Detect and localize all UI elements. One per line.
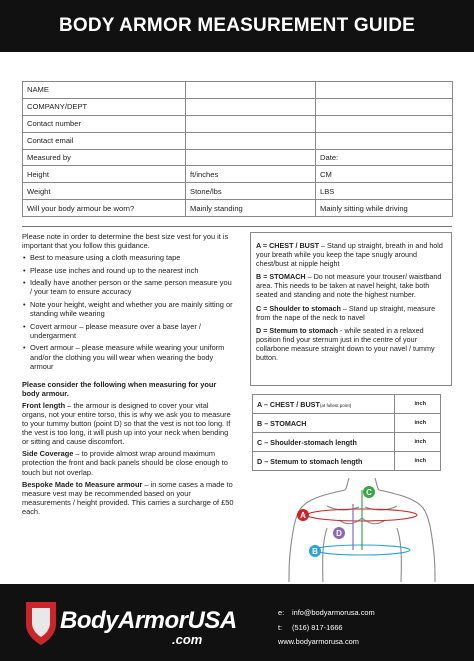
def-d-title: D = Stemum to stomach [256, 325, 339, 335]
form-label-cell: Weight [23, 183, 186, 200]
bespoke-title: Bespoke Made to Measure armour [22, 479, 143, 489]
form-field-cell[interactable]: Mainly sitting while driving [316, 200, 453, 217]
guidance-list [22, 253, 234, 371]
def-d-text: - while seated in a relaxed position find your sternum just in the centre of your collarbone measure straight down to your navel / tummy button. [256, 325, 435, 363]
measurement-table [252, 394, 441, 471]
form-field-cell[interactable] [316, 132, 453, 149]
contact-phone-row [278, 621, 375, 636]
measurement-value-cell[interactable]: inch [395, 433, 441, 452]
side-coverage-text: – to provide almost wrap around maximum protection the front and back panels should be close enough to touch but not overlap. [22, 449, 228, 477]
bespoke-paragraph [22, 480, 234, 516]
measurement-row [253, 414, 441, 433]
contact-info [278, 606, 375, 650]
form-label-cell: Contact email [23, 132, 186, 149]
marker-b-label: B [312, 547, 318, 556]
def-a-text: – Stand up straight, breath in and hold your breath while you keep the tape snugly around chest/bust at nipple height [256, 241, 443, 269]
footer [0, 584, 474, 661]
form-label-cell: Contact number [23, 115, 186, 132]
form-field-cell[interactable]: CM [316, 166, 453, 183]
front-length-text: – the armour is designed to cover your vital organs, not your entire torso, this is why we ask you to measure to your tummy button (point D) so that the vest is not too long. If the vest is too long, it will push up into your neck when bending or sitting and cause discomfort. [22, 400, 231, 447]
contact-website-row [278, 635, 375, 650]
contact-email-row [278, 606, 375, 621]
side-coverage-paragraph [22, 449, 234, 476]
form-row [23, 82, 453, 99]
measurement-note: (at fullest point) [319, 402, 352, 408]
def-b-text: – Do not measure your trouser/ waistband area. This needs to be taken at navel height, take both seated and standing and note the highest number. [256, 272, 442, 300]
form-row [23, 166, 453, 183]
front-length-title: Front length [22, 400, 66, 410]
def-c-text: – Stand up straight, measure from the nape of the neck to navel [256, 303, 436, 322]
form-row [23, 98, 453, 115]
form-field-cell[interactable] [186, 132, 316, 149]
form-row [23, 149, 453, 166]
email-key: e: [278, 608, 285, 617]
phone-key: t: [278, 622, 283, 632]
measurement-label: A – CHEST / BUST [257, 399, 320, 409]
def-c [256, 304, 446, 322]
measurement-label: B – STOMACH [257, 418, 307, 428]
form-label-cell: COMPANY/DEPT [23, 98, 186, 115]
form-label-cell: Height [23, 166, 186, 183]
form-field-cell[interactable]: Date: [316, 149, 453, 166]
list-item: • Ideally have another person or the same person measure you / your team to ensure accuracy [22, 278, 234, 296]
def-b [256, 272, 446, 299]
side-coverage-title: Side Coverage [22, 449, 74, 459]
marker-d-label: D [336, 529, 342, 538]
guidance-column [22, 232, 234, 519]
form-row [23, 200, 453, 217]
form-field-cell[interactable]: ft/inches [186, 166, 316, 183]
def-a [256, 241, 446, 268]
email-link[interactable]: info@bodyarmorusa.com [292, 608, 375, 617]
measurement-row [253, 452, 441, 471]
list-item: • Please use inches and round up to the nearest inch [22, 266, 234, 275]
marker-a-label: A [300, 511, 306, 520]
list-item: • Overt armour – please measure while wearing your uniform and/or the clothing you will wear when wearing the body armour [22, 343, 234, 370]
form-label-cell: Will your body armour be worn? [23, 200, 186, 217]
phone-link[interactable]: (516) 817-1666 [292, 622, 343, 632]
form-field-cell[interactable] [186, 98, 316, 115]
customer-form [22, 81, 453, 217]
logo-domain: .com [172, 632, 203, 647]
form-label-cell: NAME [23, 82, 186, 99]
measurement-label-cell [253, 414, 395, 433]
form-field-cell[interactable] [316, 82, 453, 99]
form-row [23, 183, 453, 200]
def-d [256, 326, 446, 362]
def-a-title: A = CHEST / BUST [256, 241, 320, 250]
form-field-cell[interactable]: Stone/lbs [186, 183, 316, 200]
torso-diagram [287, 470, 437, 585]
measurement-label: D – Stemum to stomach length [257, 456, 363, 466]
brand-logo [22, 598, 242, 648]
form-field-cell[interactable]: LBS [316, 183, 453, 200]
bespoke-text: – in some cases a made to measure vest may be recommended based on your measurements / height provided. This carries a surcharge of £50 each. [22, 479, 234, 516]
form-field-cell[interactable] [316, 115, 453, 132]
list-item: • Covert armour – please measure over a base layer / undergarment [22, 322, 234, 340]
intro-text: Please note in order to determine the best size vest for you it is important that you follow this guidance. [22, 232, 229, 251]
measurement-label-cell [253, 433, 395, 452]
consider-heading: Please consider the following when measuring for your body armour. [22, 379, 217, 398]
website-link[interactable]: www.bodyarmorusa.com [278, 637, 359, 647]
def-b-title: B = STOMACH [256, 272, 306, 282]
page-title: BODY ARMOR MEASUREMENT GUIDE [58, 15, 416, 36]
measurement-label-cell [253, 395, 395, 414]
form-field-cell[interactable] [186, 149, 316, 166]
form-row [23, 132, 453, 149]
logo-wordmark: BodyArmorUSA [60, 607, 237, 634]
header-banner [0, 0, 474, 52]
measurement-row [253, 395, 441, 414]
measurement-row [253, 433, 441, 452]
measurement-label: C – Shoulder-stomach length [257, 437, 357, 447]
form-row [23, 115, 453, 132]
form-label-cell: Measured by [23, 149, 186, 166]
list-item: • Note your height, weight and whether you are mainly sitting or standing while wearing [22, 300, 234, 318]
measurement-value-cell[interactable]: inch [395, 452, 441, 471]
form-field-cell[interactable] [186, 82, 316, 99]
front-length-paragraph [22, 401, 234, 446]
form-field-cell[interactable] [186, 115, 316, 132]
marker-c-label: C [366, 488, 372, 497]
definitions-box [250, 232, 452, 386]
section-divider [22, 226, 452, 227]
list-item: • Best to measure using a cloth measuring tape [22, 253, 234, 262]
form-field-cell[interactable]: Mainly standing [186, 200, 316, 217]
def-c-title: C = Shoulder to stomach [256, 303, 341, 313]
form-field-cell[interactable] [316, 98, 453, 115]
measurement-value-cell[interactable]: inch [395, 395, 441, 414]
measurement-value-cell[interactable]: inch [395, 414, 441, 433]
measurement-label-cell [253, 452, 395, 471]
